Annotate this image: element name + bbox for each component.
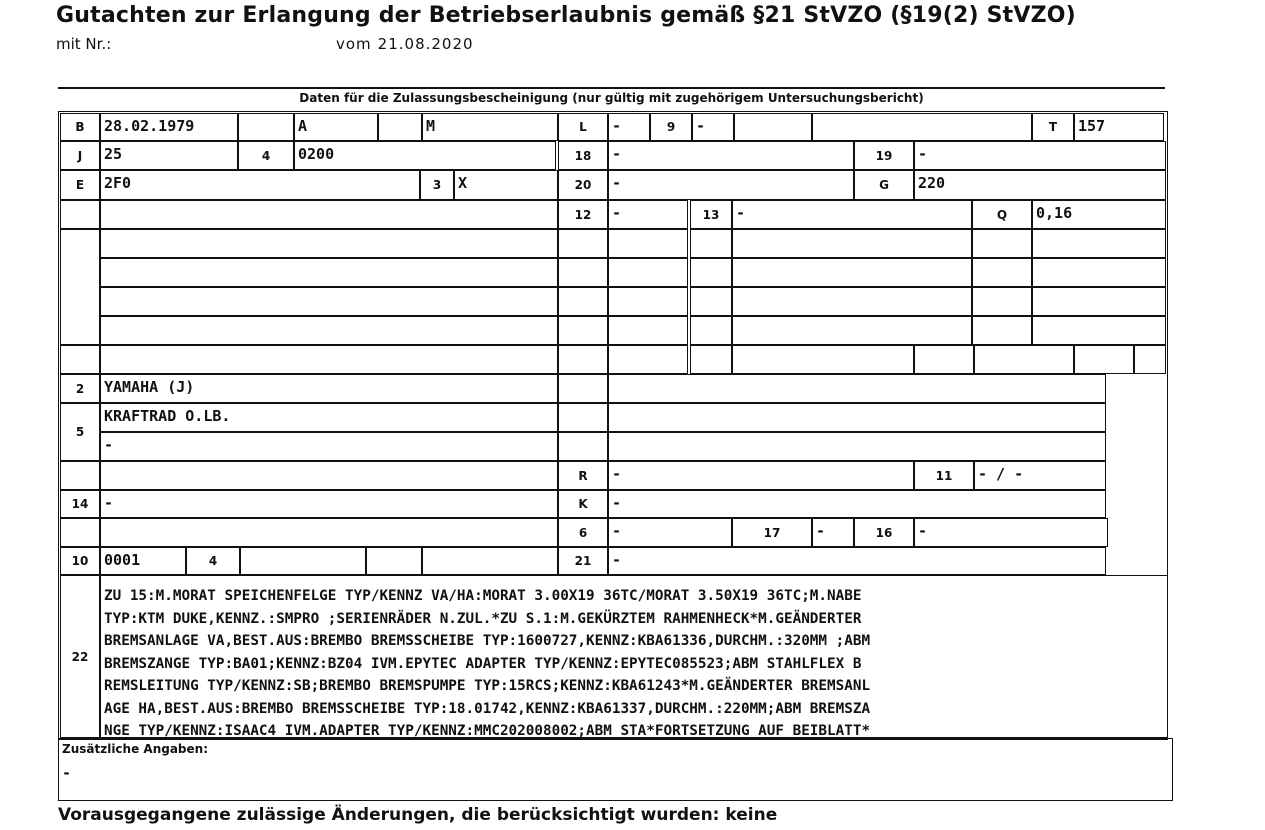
label-q: Q [996, 207, 1008, 222]
section-header: Daten für die Zulassungsbescheinigung (nur gültig mit zugehörigem Untersuchungsbericht) [299, 91, 924, 105]
value-cell-15-3 [608, 432, 1106, 461]
label-cell-v-9 [60, 461, 100, 490]
value-20: - [612, 174, 622, 192]
value-5-0: KRAFTRAD O.LB. [104, 407, 231, 425]
label-r: R [578, 468, 588, 483]
value-cell-o-2 [732, 345, 914, 374]
label-k: K [578, 497, 588, 511]
remark-line: ZU 15:M.MORAT SPEICHENFELGE TYP/KENNZ VA/HA:MORAT 3.00X19 36TC/MORAT 3.50X19 36TC;M.NABE [104, 588, 862, 604]
header-rule [58, 87, 1165, 89]
date-line [336, 35, 474, 53]
label-cell-d-3 [60, 345, 100, 374]
label-12: 12 [574, 207, 592, 222]
value-q: 0,16 [1036, 204, 1073, 222]
value-cell-8-3 [1032, 287, 1166, 316]
label-cell-d-2 [60, 229, 100, 345]
value-2-1: A [298, 117, 308, 135]
label-cell-7-2 [690, 258, 732, 287]
label-6: 6 [578, 525, 588, 540]
value-14: - [104, 494, 114, 512]
value-cell-19 [914, 141, 1166, 170]
zusatz-border [58, 738, 1173, 801]
value-4: 0200 [298, 145, 335, 163]
value-cell-p-3 [100, 518, 558, 547]
label-cell-s-2 [1074, 345, 1134, 374]
label-16: 16 [875, 525, 893, 540]
label-cell-7-3 [972, 258, 1032, 287]
label-4: 4 [261, 148, 271, 163]
value-cell-16 [914, 518, 1108, 547]
value-6: - [612, 522, 622, 540]
value-cell-g [914, 170, 1166, 200]
remark-line: REMSLEITUNG TYP/KENNZ:SB;BREMBO BREMSPUMPE TYP:15RCS;KENNZ:KBA61243*M.GEÄNDERTER BREMSANL [104, 678, 871, 694]
remark-line: BREMSZANGE TYP:BA01;KENNZ:BZ04 IVM.EPYTEC ADAPTER TYP/KENNZ:EPYTEC085523;ABM STAHLFLEX B [104, 655, 862, 672]
label-14-1: 4 [208, 554, 218, 568]
value-cell-15-1 [608, 374, 1106, 403]
label-cell-f-2 [972, 229, 1032, 258]
label-cell-p-1 [366, 547, 422, 575]
remark-line: TYP:KTM DUKE,KENNZ.:SMPRO ;SERIENRÄDER N.ZUL.*ZU S.1:M.GEKÜRZTEM RAHMENHECK*M.GEÄNDERTER [104, 610, 862, 627]
label-cell-7-1 [558, 258, 608, 287]
label-21: 21 [574, 554, 592, 568]
value-16: - [918, 522, 928, 540]
value-cell-7-3 [1032, 258, 1166, 287]
label-cell-8-1 [558, 287, 608, 316]
label-cell-d-1 [60, 200, 100, 229]
value-cell-v-9 [100, 461, 558, 490]
label-cell-v-7 [558, 229, 608, 258]
value-cell-14-1 [240, 547, 366, 575]
label-20: 20 [574, 178, 592, 192]
value-cell-e [100, 170, 420, 200]
remark-line: BREMSANLAGE VA,BEST.AUS:BREMBO BREMSSCHEIBE TYP:1600727,KENNZ:KBA61336,DURCHM.:320MM ;ABM [104, 633, 871, 649]
value-cell-s-1 [974, 345, 1074, 374]
value-cell-8-1 [608, 287, 688, 316]
value-cell-r [608, 461, 914, 490]
label-5: 5 [75, 425, 85, 439]
label-22: 22 [71, 649, 89, 664]
value-3: X [458, 174, 468, 192]
label-9: 9 [666, 120, 676, 134]
additional-info-value: - [62, 764, 72, 782]
value-19: - [918, 145, 928, 163]
value-cell-d-2 [100, 258, 558, 287]
label-14: 14 [71, 497, 89, 511]
value-cell-18 [608, 141, 854, 170]
value-2-2: M [426, 117, 436, 135]
label-cell-2-1 [238, 113, 294, 141]
label-cell-p-3 [60, 518, 100, 547]
value-g: 220 [918, 174, 946, 192]
label-cell-15-3 [558, 432, 608, 461]
value-cell-21 [608, 547, 1106, 575]
value-k: - [612, 494, 622, 512]
label-19: 19 [875, 148, 893, 163]
date-label: vom [336, 35, 372, 53]
value-cell-p-1 [422, 547, 558, 575]
number-label: mit Nr.: [56, 35, 112, 53]
value-cell-s-2 [1134, 345, 1166, 374]
value-17: - [816, 522, 826, 540]
value-5-1: - [104, 436, 114, 454]
value-cell-p-2-p-4 [812, 113, 1032, 141]
value-cell-d-2 [100, 229, 558, 258]
value-cell-f-2 [1032, 229, 1166, 258]
remark-line: AGE HA,BEST.AUS:BREMBO BREMSSCHEIBE TYP:18.01742,KENNZ:KBA61337,DURCHM.:220MM;ABM BREMSZA [104, 700, 871, 717]
value-21: - [612, 551, 622, 569]
value-cell-5 [100, 432, 558, 461]
value-j: 25 [104, 145, 123, 163]
label-13: 13 [702, 207, 720, 222]
value-cell-u-2 [732, 316, 972, 345]
value-cell-f-1 [732, 229, 972, 258]
value-b: 28.02.1979 [104, 117, 195, 135]
document-title: Gutachten zur Erlangung der Betriebserlaubnis gemäß §21 StVZO (§19(2) StVZO) [56, 3, 1076, 28]
label-t: T [1048, 120, 1058, 134]
value-l: - [612, 117, 622, 135]
value-12: - [612, 204, 622, 222]
label-cell-s-1 [914, 345, 974, 374]
value-cell-k [608, 490, 1106, 518]
label-l: L [579, 120, 587, 134]
value-13: - [736, 204, 746, 222]
value-cell-13 [732, 200, 972, 229]
value-2: YAMAHA (J) [104, 378, 195, 396]
value-18: - [612, 145, 622, 163]
label-cell-o-1 [558, 345, 608, 374]
value-cell-d-2 [100, 316, 558, 345]
label-cell-8-2 [690, 287, 732, 316]
label-cell-8-3 [972, 287, 1032, 316]
value-cell-u-1 [608, 316, 688, 345]
value-r: - [612, 465, 622, 483]
label-cell-u-1 [558, 316, 608, 345]
value-cell-d-1 [100, 200, 558, 229]
additional-info-label: Zusätzliche Angaben: [62, 742, 208, 756]
value-cell-8-2 [732, 287, 972, 316]
label-cell-u-2 [690, 316, 732, 345]
value-cell-2-2 [422, 113, 558, 141]
remark-line: NGE TYP/KENNZ:ISAAC4 IVM.ADAPTER TYP/KENNZ:MMC202008002;ABM STA*FORTSETZUNG AUF BEIBLATT* [104, 723, 871, 739]
label-cell-15-1 [558, 374, 608, 403]
label-2: 2 [75, 381, 85, 396]
value-cell-v-7 [608, 229, 688, 258]
value-9: - [696, 117, 706, 135]
remarks-22 [104, 585, 1169, 743]
label-3: 3 [432, 178, 442, 192]
value-cell-o-1 [608, 345, 688, 374]
value-10: 0001 [104, 551, 141, 569]
value-cell-d-2 [100, 287, 558, 316]
label-11: 11 [935, 468, 953, 483]
label-cell-u-3 [972, 316, 1032, 345]
value-cell-d-3 [100, 345, 558, 374]
value-cell-6 [608, 518, 732, 547]
label-j: J [77, 148, 83, 163]
previous-changes-note: Vorausgegangene zulässige Änderungen, die berücksichtigt wurden: keine [58, 805, 778, 825]
value-e: 2F0 [104, 174, 132, 192]
label-cell-2-2 [378, 113, 422, 141]
value-t: 157 [1078, 117, 1106, 135]
date-value: 21.08.2020 [377, 35, 474, 53]
label-b: B [75, 120, 85, 134]
value-cell-15-2 [608, 403, 1106, 432]
value-cell-7-2 [732, 258, 972, 287]
label-cell-f-1 [690, 229, 732, 258]
label-10: 10 [71, 554, 89, 568]
value-cell-u-3 [1032, 316, 1166, 345]
label-cell-p-2-p-4 [734, 113, 812, 141]
label-e: E [75, 178, 85, 192]
label-18: 18 [574, 148, 592, 163]
value-11: - / - [978, 465, 1024, 483]
label-cell-15-2 [558, 403, 608, 432]
value-cell-20 [608, 170, 854, 200]
value-cell-14 [100, 490, 558, 518]
label-17: 17 [763, 525, 781, 540]
value-cell-7-1 [608, 258, 688, 287]
value-cell-3 [454, 170, 558, 200]
label-cell-o-2 [690, 345, 732, 374]
label-g: G [879, 178, 889, 192]
